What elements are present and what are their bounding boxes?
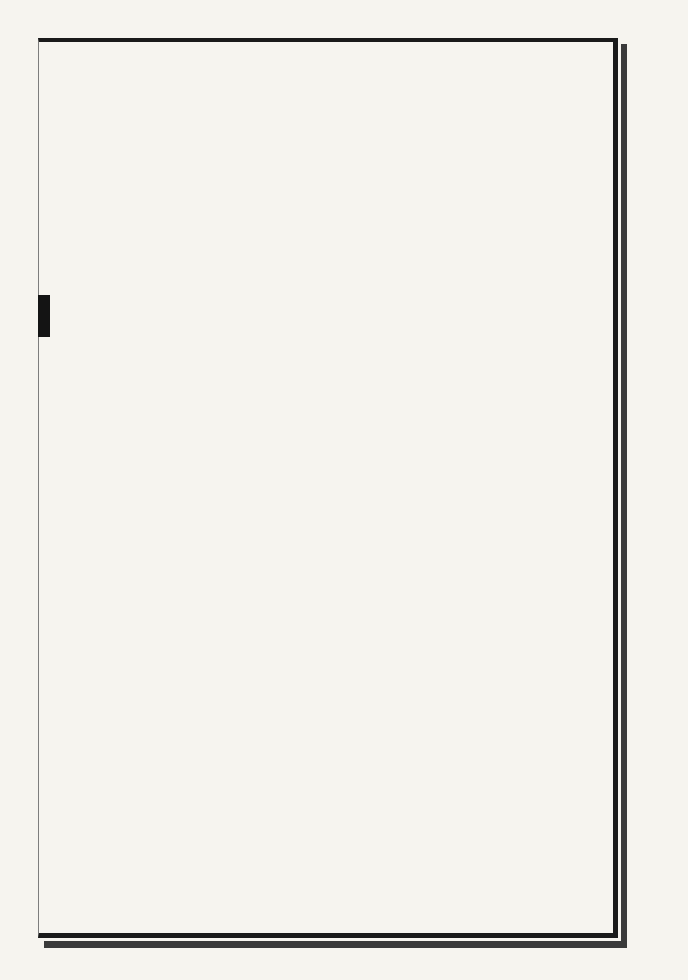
margin-mark: [38, 295, 50, 337]
frame-edge-right: [621, 44, 627, 948]
frame-edge-bottom: [44, 941, 627, 948]
page-frame: [38, 38, 618, 938]
